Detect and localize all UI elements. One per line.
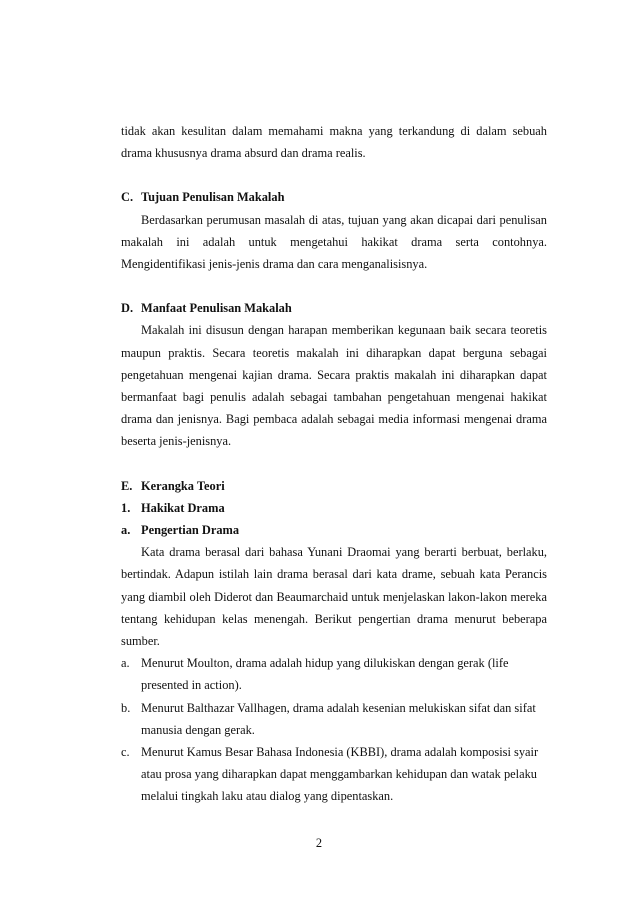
spacer [121,275,547,297]
page-number: 2 [315,836,323,850]
list-item [121,697,547,741]
list-marker: c. [121,745,130,760]
list-text: Menurut Moulton, drama adalah hidup yang dilukiskan dengan gerak (life presented in action). [141,656,509,693]
list-item [121,741,547,808]
section-e-title: Kerangka Teori [141,478,225,493]
spacer [121,164,547,186]
section-c-heading [121,186,547,208]
spacer [121,453,547,475]
subsection-1-title: Hakikat Drama [141,500,225,515]
section-c-title: Tujuan Penulisan Makalah [141,190,285,205]
document-body [121,120,547,808]
section-d-paragraph: Makalah ini disusun dengan harapan memberikan kegunaan baik secara teoretis maupun praktis. Secara teoretis makalah ini diharapkan dapat berguna sebagai pengetahuan mengenai kajian drama. Secara praktis makalah ini diharapkan dapat bermanfaat bagi penulis adalah sebagai tambahan pengetahuan mengenai hakikat drama dan jenisnya. Bagi pembaca adalah sebagai media informasi mengenai drama beserta jenis-jenisnya. [121,323,547,449]
list-text: Menurut Kamus Besar Bahasa Indonesia (KBBI), drama adalah komposisi syair atau prosa yang diharapkan dapat menggambarkan kehidupan dan watak pelaku melalui tingkah laku atau dialog yang dipentaskan. [141,745,539,804]
list-marker: b. [121,700,131,715]
section-d-label: D. [121,301,134,316]
section-e-heading [121,475,547,497]
section-d-heading [121,297,547,319]
list-text: Menurut Balthazar Vallhagen, drama adalah kesenian melukiskan sifat dan sifat manusia dengan gerak. [141,700,536,737]
intro-paragraph: tidak akan kesulitan dalam memahami makna yang terkandung di dalam sebuah drama khususnya drama absurd dan drama realis. [121,124,547,161]
subsection-a-heading [121,519,547,541]
subsection-a-title: Pengertian Drama [141,523,240,538]
subsection-1-heading [121,497,547,519]
subsection-1-label: 1. [121,500,131,515]
list-marker: a. [121,656,130,671]
subsection-a-label: a. [121,523,131,538]
section-c-label: C. [121,190,134,205]
section-e-label: E. [121,478,133,493]
section-c-paragraph: Berdasarkan perumusan masalah di atas, tujuan yang akan dicapai dari penulisan makalah ini adalah untuk mengetahui hakikat drama serta contohnya. Mengidentifikasi jenis-jenis drama dan cara menganalisisnya. [121,212,547,272]
section-e-paragraph: Kata drama berasal dari bahasa Yunani Draomai yang berarti berbuat, berlaku, bertindak. Adapun istilah lain drama berasal dari kata drame, sebuah kata Perancis yang diambil oleh Diderot dan Beaumarchaid untuk menjelaskan lakon-lakon mereka tentang kehidupan kelas menengah. Berikut pengertian drama menurut beberapa sumber. [121,545,547,649]
list-item [121,652,547,696]
section-d-title: Manfaat Penulisan Makalah [141,301,292,316]
